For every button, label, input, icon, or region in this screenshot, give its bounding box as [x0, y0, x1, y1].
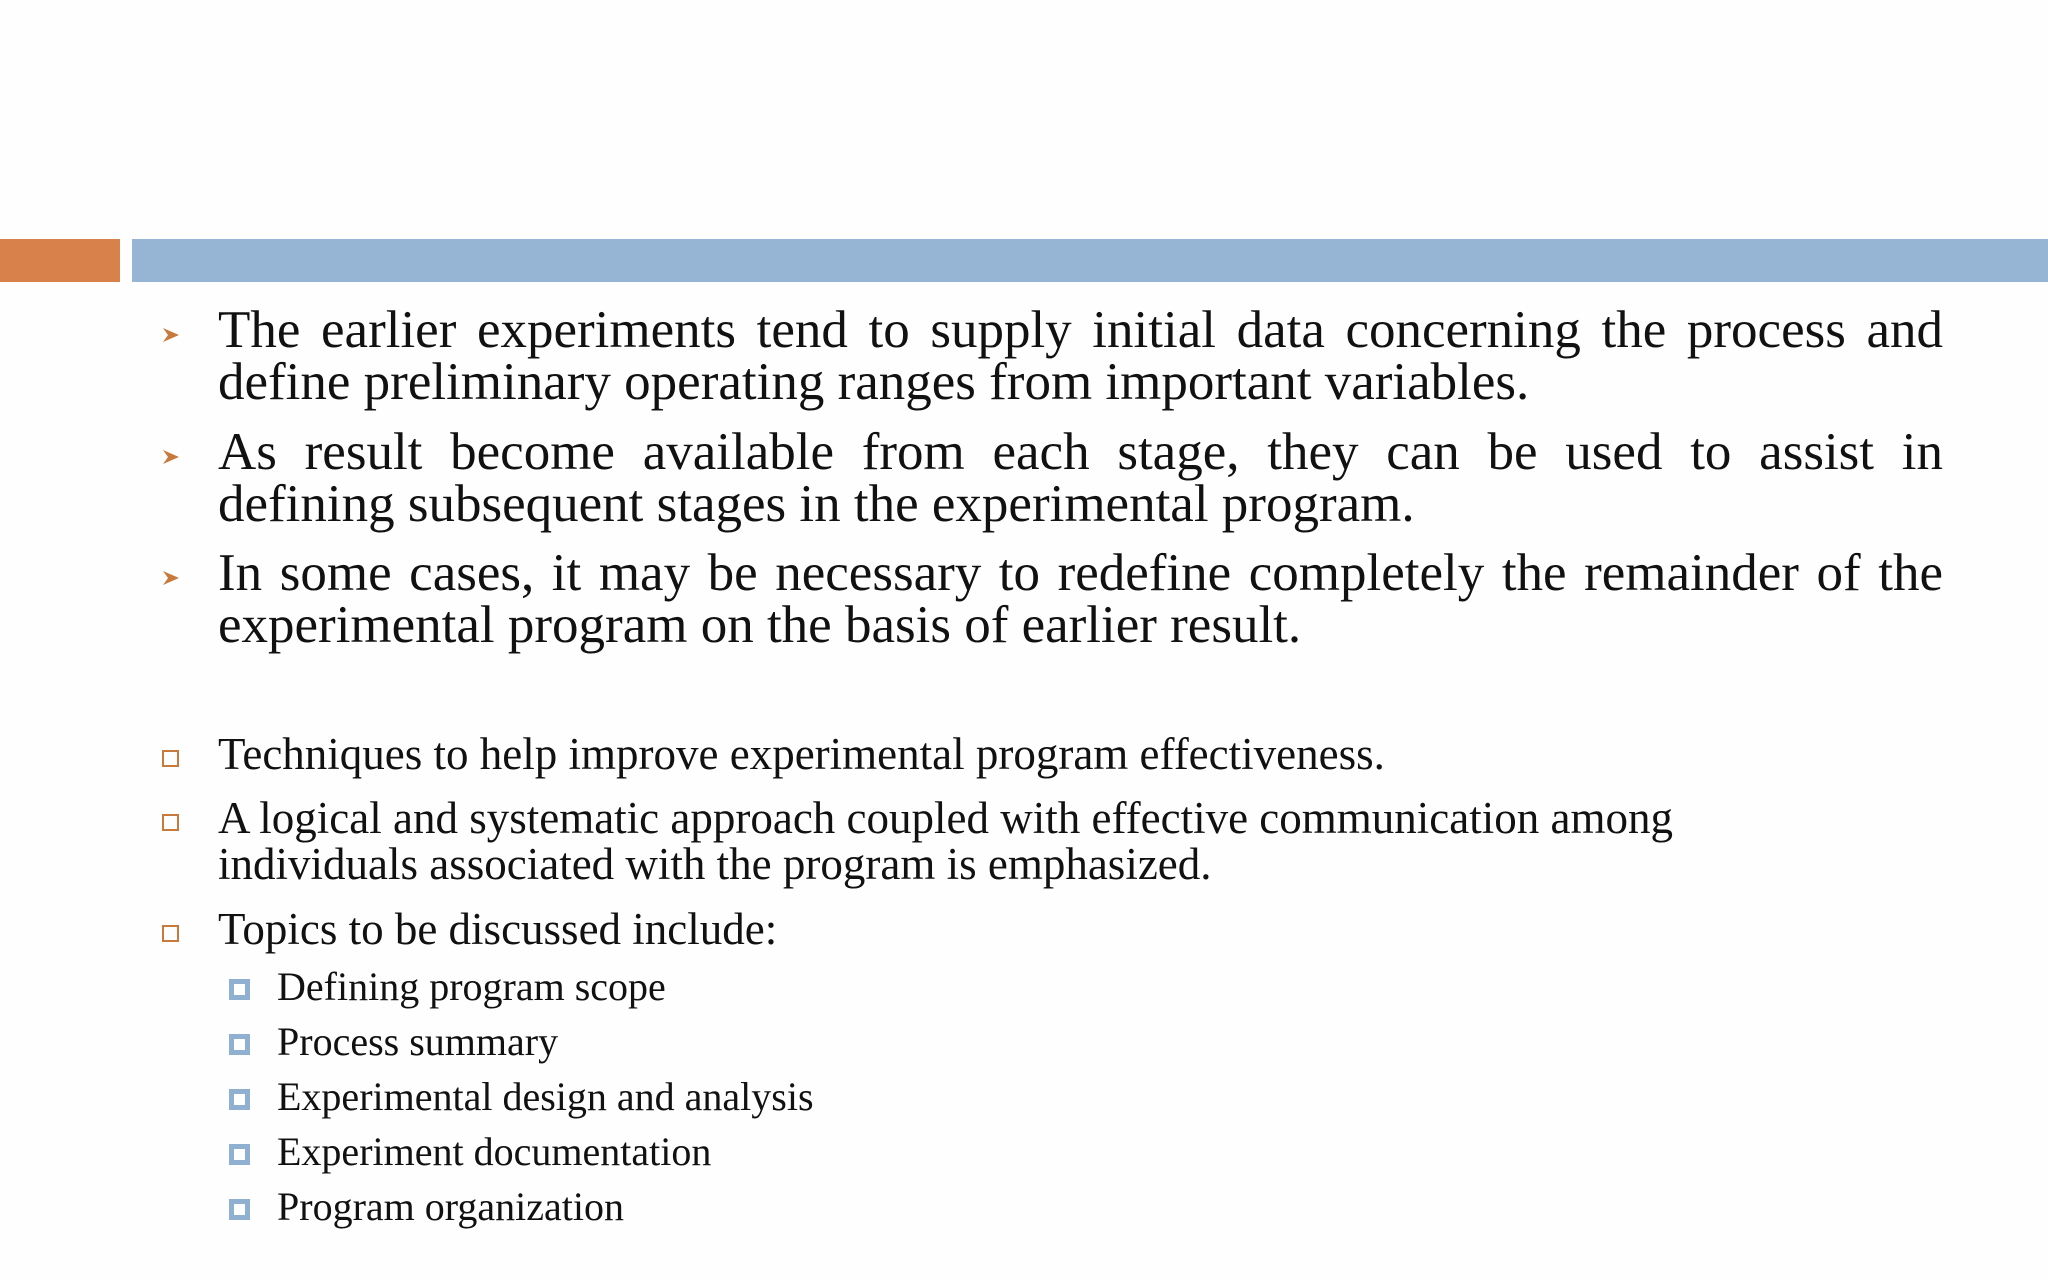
- sub-bullet-icon: [229, 1034, 250, 1055]
- sub-bullet-item: [277, 1019, 558, 1065]
- header-accent-blue-bar: [132, 239, 2048, 282]
- arrow-bullet-item: [218, 301, 1943, 411]
- arrow-bullet-item: [218, 423, 1943, 533]
- sub-bullet-icon: [229, 1199, 250, 1220]
- arrow-bullet-icon: [160, 446, 182, 468]
- square-bullet-icon: [162, 925, 179, 942]
- sub-bullet-icon: [229, 1089, 250, 1110]
- sub-bullet-item: [277, 1129, 711, 1175]
- arrow-bullet-text: The earlier experiments tend to supply initial data concerning the process and define preliminary operating ranges from important variables.: [218, 301, 1943, 411]
- sub-bullet-icon: [229, 1144, 250, 1165]
- sub-bullet-text: Program organization: [277, 1184, 624, 1229]
- arrow-bullet-text: In some cases, it may be necessary to redefine completely the remainder of the experimental program on the basis of earlier result.: [218, 544, 1943, 654]
- arrow-bullet-text: As result become available from each stage, they can be used to assist in defining subsequent stages in the experimental program.: [218, 423, 1943, 533]
- sub-bullet-item: [277, 964, 666, 1010]
- sub-bullet-text: Experiment documentation: [277, 1129, 712, 1174]
- sub-bullet-icon: [229, 979, 250, 1000]
- square-bullet-text: Techniques to help improve experimental program effectiveness.: [218, 729, 1385, 779]
- square-bullet-icon: [162, 814, 179, 831]
- arrow-bullet-icon: [160, 324, 182, 346]
- square-bullet-item: [218, 795, 1778, 887]
- square-bullet-text: Topics to be discussed include:: [218, 904, 778, 954]
- sub-bullet-item: [277, 1074, 814, 1120]
- sub-bullet-text: Experimental design and analysis: [277, 1074, 814, 1119]
- sub-bullet-item: [277, 1184, 624, 1230]
- sub-bullet-text: Defining program scope: [277, 964, 666, 1009]
- square-bullet-icon: [162, 750, 179, 767]
- sub-bullet-text: Process summary: [277, 1019, 559, 1064]
- arrow-bullet-item: [218, 544, 1943, 654]
- square-bullet-text: A logical and systematic approach coupled with effective communication among individuals associated with the program is emphasized.: [218, 793, 1673, 889]
- arrow-bullet-icon: [160, 567, 182, 589]
- square-bullet-item: [218, 731, 1978, 777]
- square-bullet-item: [218, 906, 1978, 952]
- header-accent-orange-bar: [0, 239, 120, 282]
